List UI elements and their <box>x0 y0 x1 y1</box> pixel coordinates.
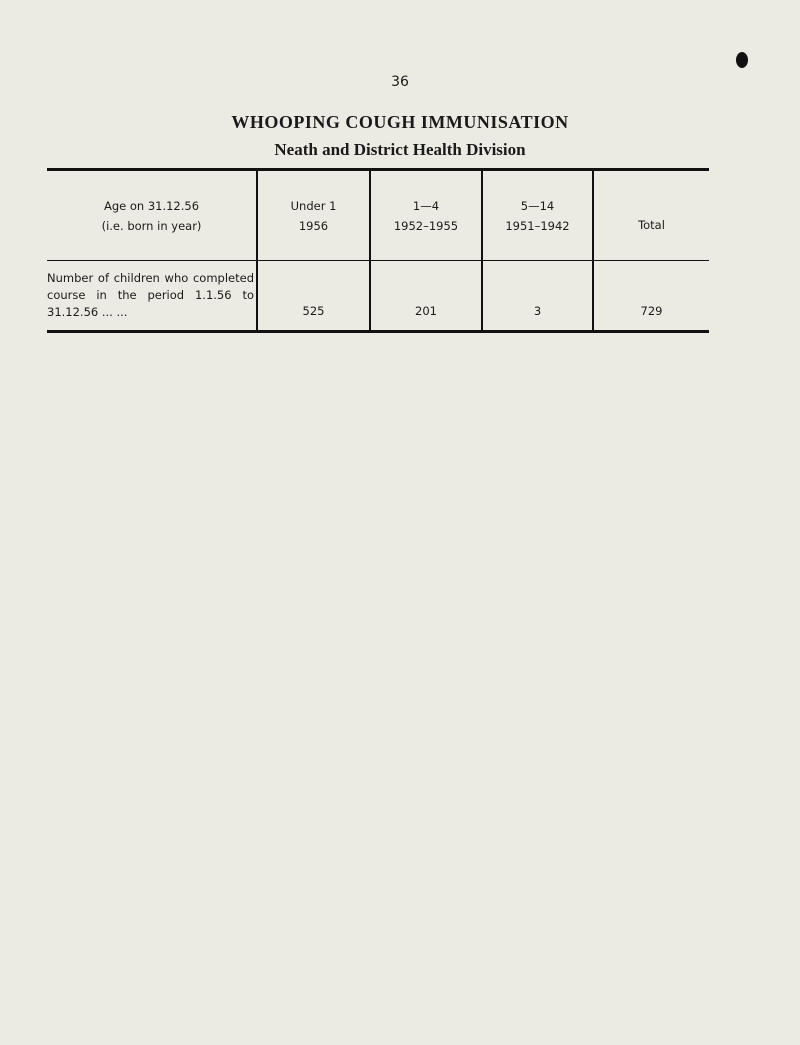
ink-speck <box>736 52 748 68</box>
header-under-1-line1: Under 1 <box>290 198 337 213</box>
header-5-14-line2: 1951–1942 <box>505 218 570 233</box>
cell-5-14: 3 <box>482 261 593 332</box>
header-5-14-line1: 5—14 <box>520 198 555 213</box>
table-header <box>47 170 709 261</box>
page-subtitle: Neath and District Health Division <box>274 140 526 159</box>
header-1-4-cell <box>370 170 482 261</box>
page-title: WHOOPING COUGH IMMUNISATION <box>231 112 569 132</box>
header-1-4-line1: 1—4 <box>412 198 440 213</box>
header-total-cell: Total <box>593 170 709 261</box>
table-row <box>47 261 709 332</box>
header-age-cell <box>47 170 257 261</box>
cell-under-1: 525 <box>257 261 370 332</box>
header-age-line2: (i.e. born in year) <box>101 218 202 233</box>
immunisation-table <box>47 168 709 333</box>
table-body <box>47 261 709 332</box>
page-number: 36 <box>391 74 409 90</box>
header-1-4-line2: 1952–1955 <box>393 218 459 233</box>
row-label: Number of children who completed course in the period 1.1.56 to 31.12.56 ... ... <box>47 261 257 332</box>
header-5-14-cell <box>482 170 593 261</box>
cell-1-4: 201 <box>370 261 482 332</box>
header-under-1-line2: 1956 <box>298 218 329 233</box>
header-under-1-cell <box>257 170 370 261</box>
header-age-line1: Age on 31.12.56 <box>103 198 200 213</box>
header-row <box>47 170 709 261</box>
cell-total: 729 <box>640 303 663 318</box>
